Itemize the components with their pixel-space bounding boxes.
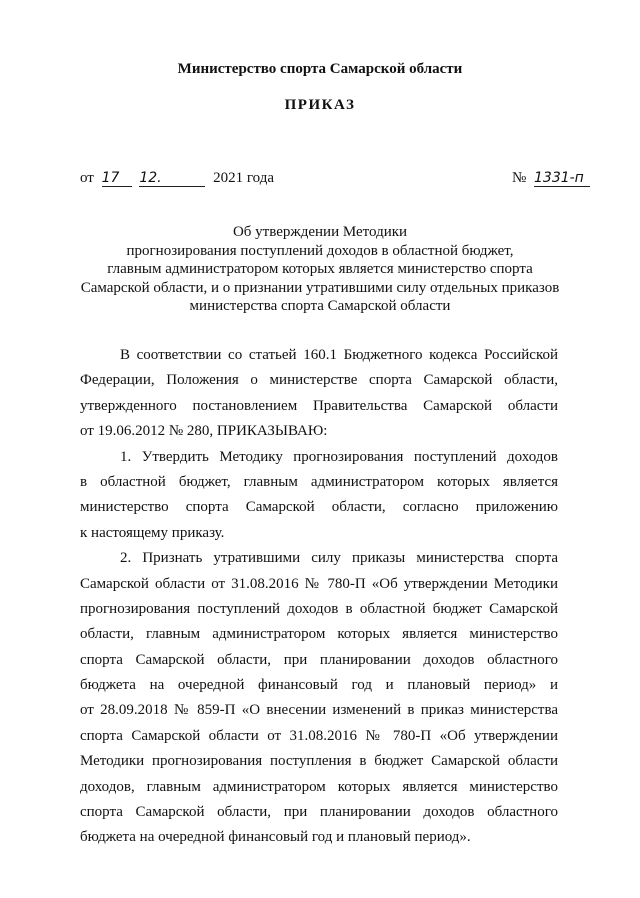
number-prefix: № [511,170,527,186]
body-line: доходов, главным администратором которых является министерство [80,778,558,795]
body-line: Самарской области от 31.08.2016 № 780-П «Об утверждении Методики [80,575,558,592]
body-line: спорта Самарской области, при планировании доходов областного [80,651,558,668]
body-line: министерство спорта Самарской области, согласно приложению [80,499,558,516]
handwritten-day: 17 [102,171,132,187]
order-body [80,343,558,851]
body-line: Федерации, Положения о министерстве спорта Самарской области, [80,372,558,389]
body-line: бюджета на очередной финансовый год и плановый период». [80,829,471,846]
subject-line: прогнозирования поступлений доходов в областной бюджет, [126,242,514,259]
body-line: Методики прогнозирования поступления в бюджет Самарской области [80,753,558,770]
body-line: утвержденного постановлением Правительства Самарской области [80,397,558,414]
handwritten-month: 12. [139,171,205,187]
body-line: от 19.06.2012 № 280, ПРИКАЗЫВАЮ: [80,423,328,440]
body-line: спорта Самарской области от 31.08.2016 № 780-П «Об утверждении [80,727,558,744]
body-line: бюджета на очередной финансовый год и плановый период» и [80,677,558,694]
ministry-header: Министерство спорта Самарской области [177,61,463,77]
body-line: в областной бюджет, главным администратором которых является [80,473,558,490]
body-line: к настоящему приказу. [80,524,225,541]
body-line: спорта Самарской области, при планировании доходов областного [80,804,558,821]
order-date [80,170,274,187]
body-line: прогнозирования поступлений доходов в областной бюджет Самарской [80,600,558,617]
handwritten-number: 1331-п [534,171,590,187]
body-line: В соответствии со статьей 160.1 Бюджетного кодекса Российской [120,347,558,363]
body-line: 1. Утвердить Методику прогнозирования поступлений доходов [120,448,558,465]
body-line: от 28.09.2018 № 859-П «О внесении изменений в приказ министерства [80,702,558,719]
body-line: 2. Признать утратившими силу приказы министерства спорта [120,550,558,567]
subject-line: Об утверждении Методики [232,224,408,240]
body-line: области, главным администратором которых является министерство [80,626,558,643]
order-title: ПРИКАЗ [284,97,356,113]
date-suffix: 2021 года [213,170,274,186]
subject-line: главным администратором которых является министерство спорта [107,261,533,277]
order-number [512,170,590,187]
order-subject [60,223,580,316]
subject-line: министерства спорта Самарской области [189,298,451,314]
date-prefix: от [80,170,94,186]
subject-line: Самарской области, и о признании утратившими силу отдельных приказов [80,279,560,296]
